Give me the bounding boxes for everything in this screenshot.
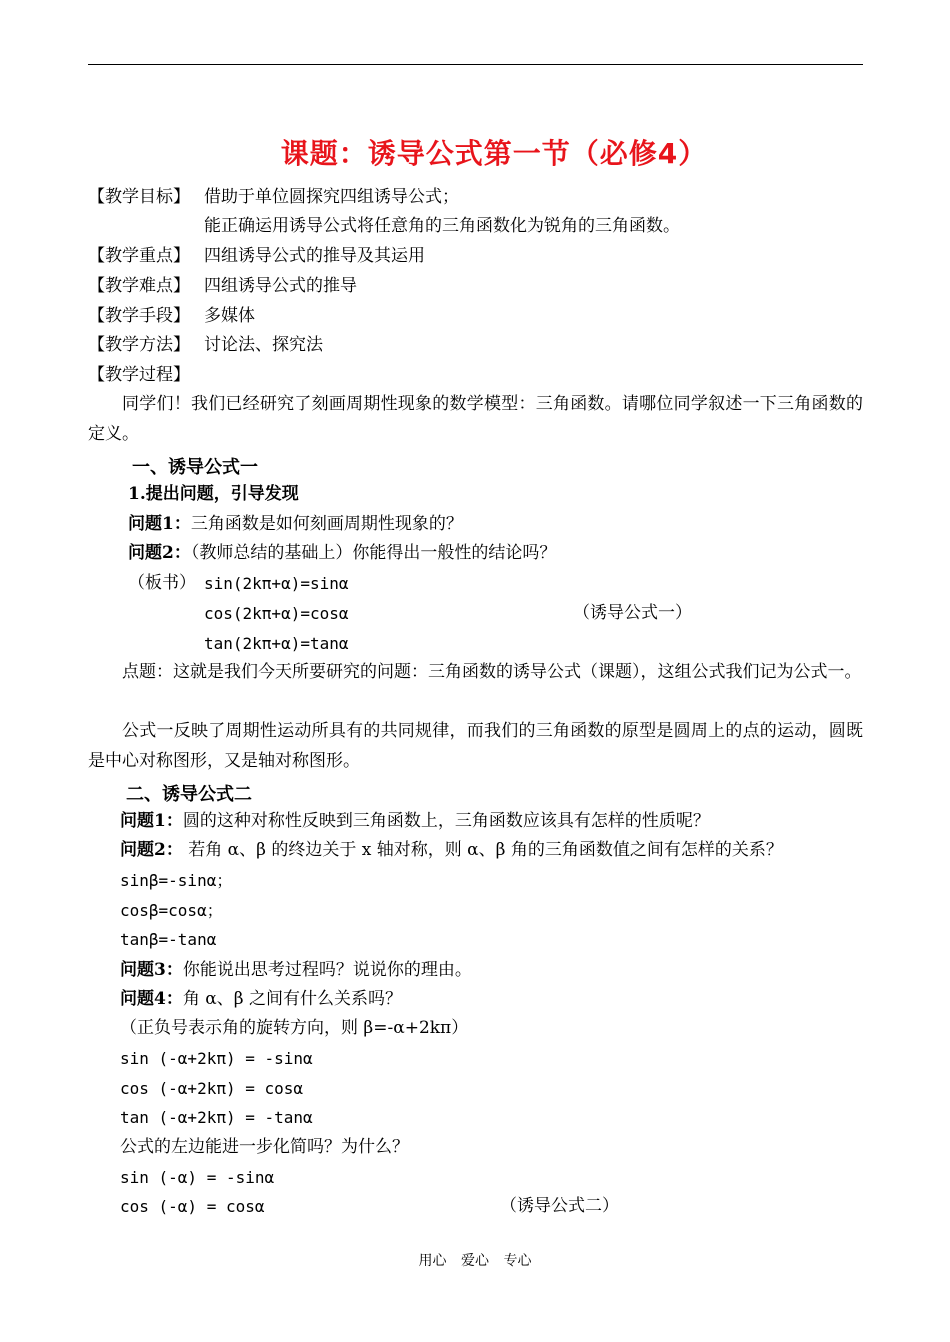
s2-q1-text: 圆的这种对称性反映到三角函数上，三角函数应该具有怎样的性质呢？ <box>182 811 710 831</box>
formula1-sin: sin(2kπ+α)=sinα <box>204 574 349 593</box>
formula2-sin-2kpi: sin (-α+2kπ) = -sinα <box>120 1049 313 1068</box>
s2-question-4 <box>120 988 402 1010</box>
means-value: 多媒体 <box>204 306 255 326</box>
simplify-question: 公式的左边能进一步化简吗？为什么？ <box>120 1137 409 1157</box>
key-point: 四组诱导公式的推导及其运用 <box>204 246 425 266</box>
s1-question-1 <box>128 513 463 535</box>
key-label: 【教学重点】 <box>88 246 190 266</box>
formula2-cos-2kpi: cos (-α+2kπ) = cosα <box>120 1079 304 1098</box>
board-label: （板书） <box>128 573 196 593</box>
means-label: 【教学手段】 <box>88 306 190 326</box>
header-rule <box>88 64 863 65</box>
method-label: 【教学方法】 <box>88 335 190 355</box>
s2-q2-text: 若角 α、β 的终边关于 x 轴对称，则 α、β 角的三角函数值之间有怎样的关系？ <box>182 840 783 860</box>
goal-1: 借助于单位圆探究四组诱导公式； <box>204 187 459 207</box>
formula2-tan-2kpi: tan (-α+2kπ) = -tanα <box>120 1108 313 1127</box>
s1-q2-label: 问题2： <box>128 543 191 563</box>
method-value: 讨论法、探究法 <box>204 335 323 355</box>
s2-q3-label: 问题3： <box>120 960 183 980</box>
rotation-note: （正负号表示角的旋转方向，则 β=-α+2kπ） <box>120 1018 469 1038</box>
process-label: 【教学过程】 <box>88 365 190 385</box>
s2-q2-label: 问题2： <box>120 840 183 860</box>
difficulty-point: 四组诱导公式的推导 <box>204 276 357 296</box>
formula1-tag: （诱导公式一） <box>573 603 692 623</box>
goal-label: 【教学目标】 <box>88 187 190 207</box>
formula1-tan: tan(2kπ+α)=tanα <box>204 634 349 653</box>
page-footer: 用心 爱心 专心 <box>418 1253 532 1269</box>
formula2-cos: cos (-α) = cosα <box>120 1197 265 1216</box>
s2-q4-label: 问题4： <box>120 989 183 1009</box>
section1-sub: 1.提出问题，引导发现 <box>128 484 299 504</box>
s2-q3-text: 你能说出思考过程吗？说说你的理由。 <box>182 960 472 980</box>
section2-heading: 二、诱导公式二 <box>126 784 252 805</box>
section1-heading: 一、诱导公式一 <box>132 457 258 478</box>
formula2-sin: sin (-α) = -sinα <box>120 1168 275 1187</box>
intro-paragraph: 同学们！我们已经研究了刻画周期性现象的数学模型：三角函数。请哪位同学叙述一下三角函数的定义。 <box>88 394 863 444</box>
page-title: 课题：诱导公式第一节（必修4） <box>280 137 708 170</box>
difficulty-label: 【教学难点】 <box>88 276 190 296</box>
s1-q2-text: （教师总结的基础上）你能得出一般性的结论吗？ <box>190 543 557 563</box>
s2-question-1 <box>120 810 710 832</box>
s1-paragraph-2: 公式一反映了周期性运动所具有的共同规律，而我们的三角函数的原型是圆周上的点的运动，圆既是中心对称图形，又是轴对称图形。 <box>88 721 863 771</box>
s2-q4-text: 角 α、β 之间有什么关系吗？ <box>182 989 402 1009</box>
s1-question-2 <box>128 542 556 564</box>
formula1-cos: cos(2kπ+α)=cosα <box>204 604 349 623</box>
relation-tan: tanβ=-tanα <box>120 930 217 949</box>
relation-sin: sinβ=-sinα； <box>120 871 233 890</box>
goal-2: 能正确运用诱导公式将任意角的三角函数化为锐角的三角函数。 <box>204 216 680 236</box>
formula2-tag: （诱导公式二） <box>500 1196 619 1216</box>
s1-paragraph-1: 点题：这就是我们今天所要研究的问题：三角函数的诱导公式（课题），这组公式我们记为公式一。 <box>122 662 862 682</box>
s1-q1-label: 问题1： <box>128 514 191 534</box>
s1-q1-text: 三角函数是如何刻画周期性现象的？ <box>190 514 463 534</box>
s2-question-3 <box>120 959 472 981</box>
s2-q1-label: 问题1： <box>120 811 183 831</box>
relation-cos: cosβ=cosα； <box>120 901 223 920</box>
s2-question-2 <box>120 839 783 861</box>
